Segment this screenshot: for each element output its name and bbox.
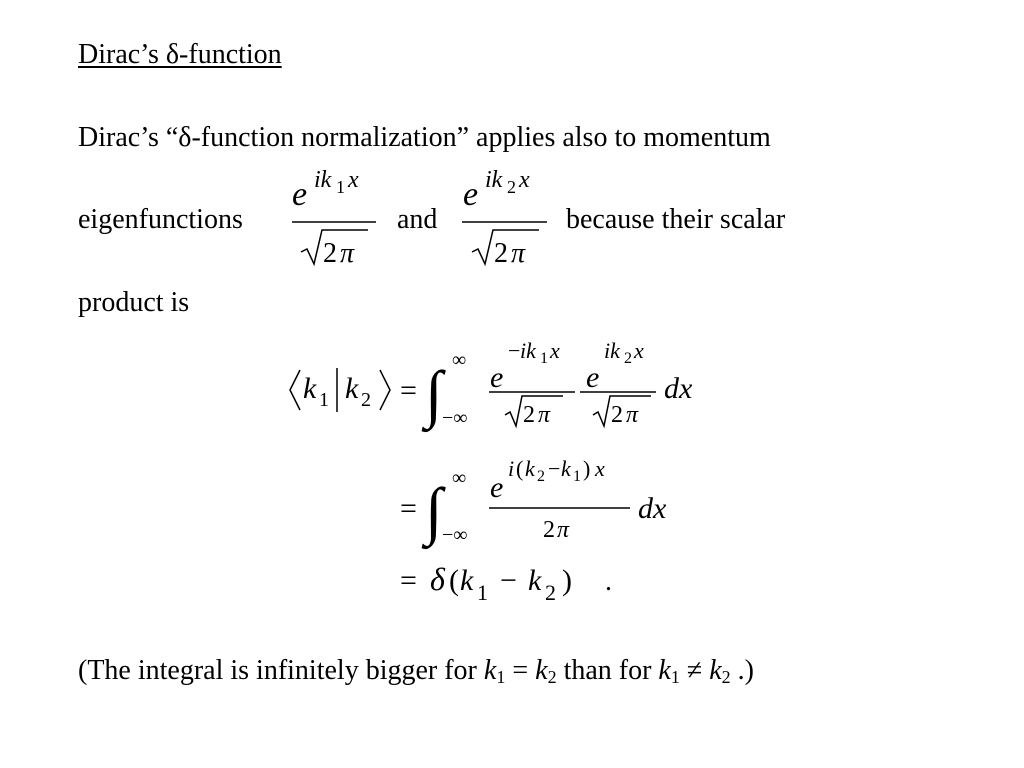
svg-text:e: e	[586, 361, 600, 394]
svg-text:e: e	[463, 176, 479, 213]
svg-text:(: (	[449, 564, 459, 597]
svg-text:k: k	[528, 564, 542, 597]
svg-text:π: π	[340, 238, 355, 269]
svg-text:(: (	[516, 456, 524, 481]
svg-text:2: 2	[543, 517, 555, 543]
svg-text:∞: ∞	[452, 467, 467, 489]
svg-text:x: x	[595, 456, 605, 481]
svg-text:x: x	[634, 338, 644, 363]
svg-text:∫: ∫	[425, 358, 443, 429]
svg-text:2: 2	[323, 238, 337, 269]
svg-text:k: k	[303, 372, 317, 405]
footer-sub1b: 1	[670, 667, 680, 687]
svg-text:∞: ∞	[452, 349, 467, 371]
footer-k1: k	[483, 655, 497, 686]
svg-text:x: x	[550, 338, 560, 363]
svg-text:∫: ∫	[425, 475, 443, 546]
svg-text:2: 2	[523, 402, 535, 428]
svg-text:e: e	[490, 361, 504, 394]
svg-text:π: π	[557, 517, 570, 543]
svg-text:1: 1	[573, 468, 581, 485]
svg-text:1: 1	[477, 580, 488, 605]
footer-sub2: 2	[547, 667, 557, 687]
svg-text:−∞: −∞	[442, 524, 468, 546]
svg-text:2: 2	[611, 402, 623, 428]
svg-text:1: 1	[319, 389, 329, 411]
footer-k2b: k	[709, 655, 722, 686]
svg-text:δ: δ	[430, 561, 445, 597]
footer-mid: than for	[556, 655, 659, 686]
svg-text:2: 2	[624, 350, 632, 367]
svg-text:ik: ik	[314, 167, 332, 193]
svg-text:2: 2	[537, 468, 545, 485]
svg-text:2: 2	[507, 177, 516, 197]
footer-end: .)	[730, 655, 754, 686]
svg-text:−∞: −∞	[442, 407, 468, 429]
scalar-product-equation	[290, 338, 693, 433]
svg-text:π: π	[626, 402, 639, 428]
svg-text:2: 2	[494, 238, 508, 269]
svg-text:dx: dx	[638, 492, 667, 525]
svg-text:=: =	[400, 492, 417, 525]
footer-sub2b: 2	[721, 667, 731, 687]
svg-text:k: k	[460, 564, 474, 597]
svg-text:x: x	[519, 167, 530, 193]
footer-equals: =	[505, 655, 536, 686]
eigenfunctions-label: eigenfunctions	[78, 204, 243, 235]
footer-note	[78, 657, 754, 686]
because-text: because their scalar	[566, 204, 786, 235]
svg-text:ik: ik	[520, 338, 536, 363]
svg-text:=: =	[400, 374, 417, 407]
svg-text:−: −	[508, 338, 521, 363]
svg-text:=: =	[400, 564, 417, 597]
svg-text:): )	[562, 564, 572, 597]
product-text: product is	[78, 287, 190, 318]
delta-result	[400, 561, 572, 605]
footer-sub1: 1	[496, 667, 506, 687]
svg-text:−: −	[500, 564, 517, 597]
svg-text:k: k	[345, 372, 359, 405]
svg-text:ik: ik	[485, 167, 503, 193]
svg-text:2: 2	[545, 580, 556, 605]
footer-neq: ≠	[679, 655, 710, 686]
svg-text:k: k	[561, 456, 571, 481]
slide-title: Dirac’s δ-function	[78, 39, 282, 70]
svg-text:1: 1	[336, 177, 345, 197]
eigenfunction-1	[292, 167, 376, 269]
and-label: and	[397, 204, 438, 235]
eigenfunction-2	[462, 167, 547, 269]
combined-integral	[400, 456, 667, 550]
svg-text:dx: dx	[664, 372, 693, 405]
intro-text: Dirac’s “δ-function normalization” applies also to momentum	[78, 122, 771, 153]
svg-text:2: 2	[361, 389, 371, 411]
svg-text:k: k	[525, 456, 535, 481]
svg-text:i: i	[508, 456, 515, 481]
svg-text:−: −	[548, 456, 561, 481]
svg-text:e: e	[292, 176, 308, 213]
equation-period: .	[605, 566, 612, 597]
svg-text:x: x	[348, 167, 359, 193]
footer-k2: k	[535, 655, 548, 686]
svg-text:ik: ik	[604, 338, 620, 363]
footer-prefix: (The integral is infinitely bigger for	[78, 655, 484, 686]
footer-k1b: k	[658, 655, 671, 686]
svg-text:): )	[583, 456, 591, 481]
svg-text:π: π	[538, 402, 551, 428]
svg-text:e: e	[490, 471, 504, 504]
svg-text:1: 1	[540, 350, 548, 367]
svg-text:π: π	[511, 238, 526, 269]
